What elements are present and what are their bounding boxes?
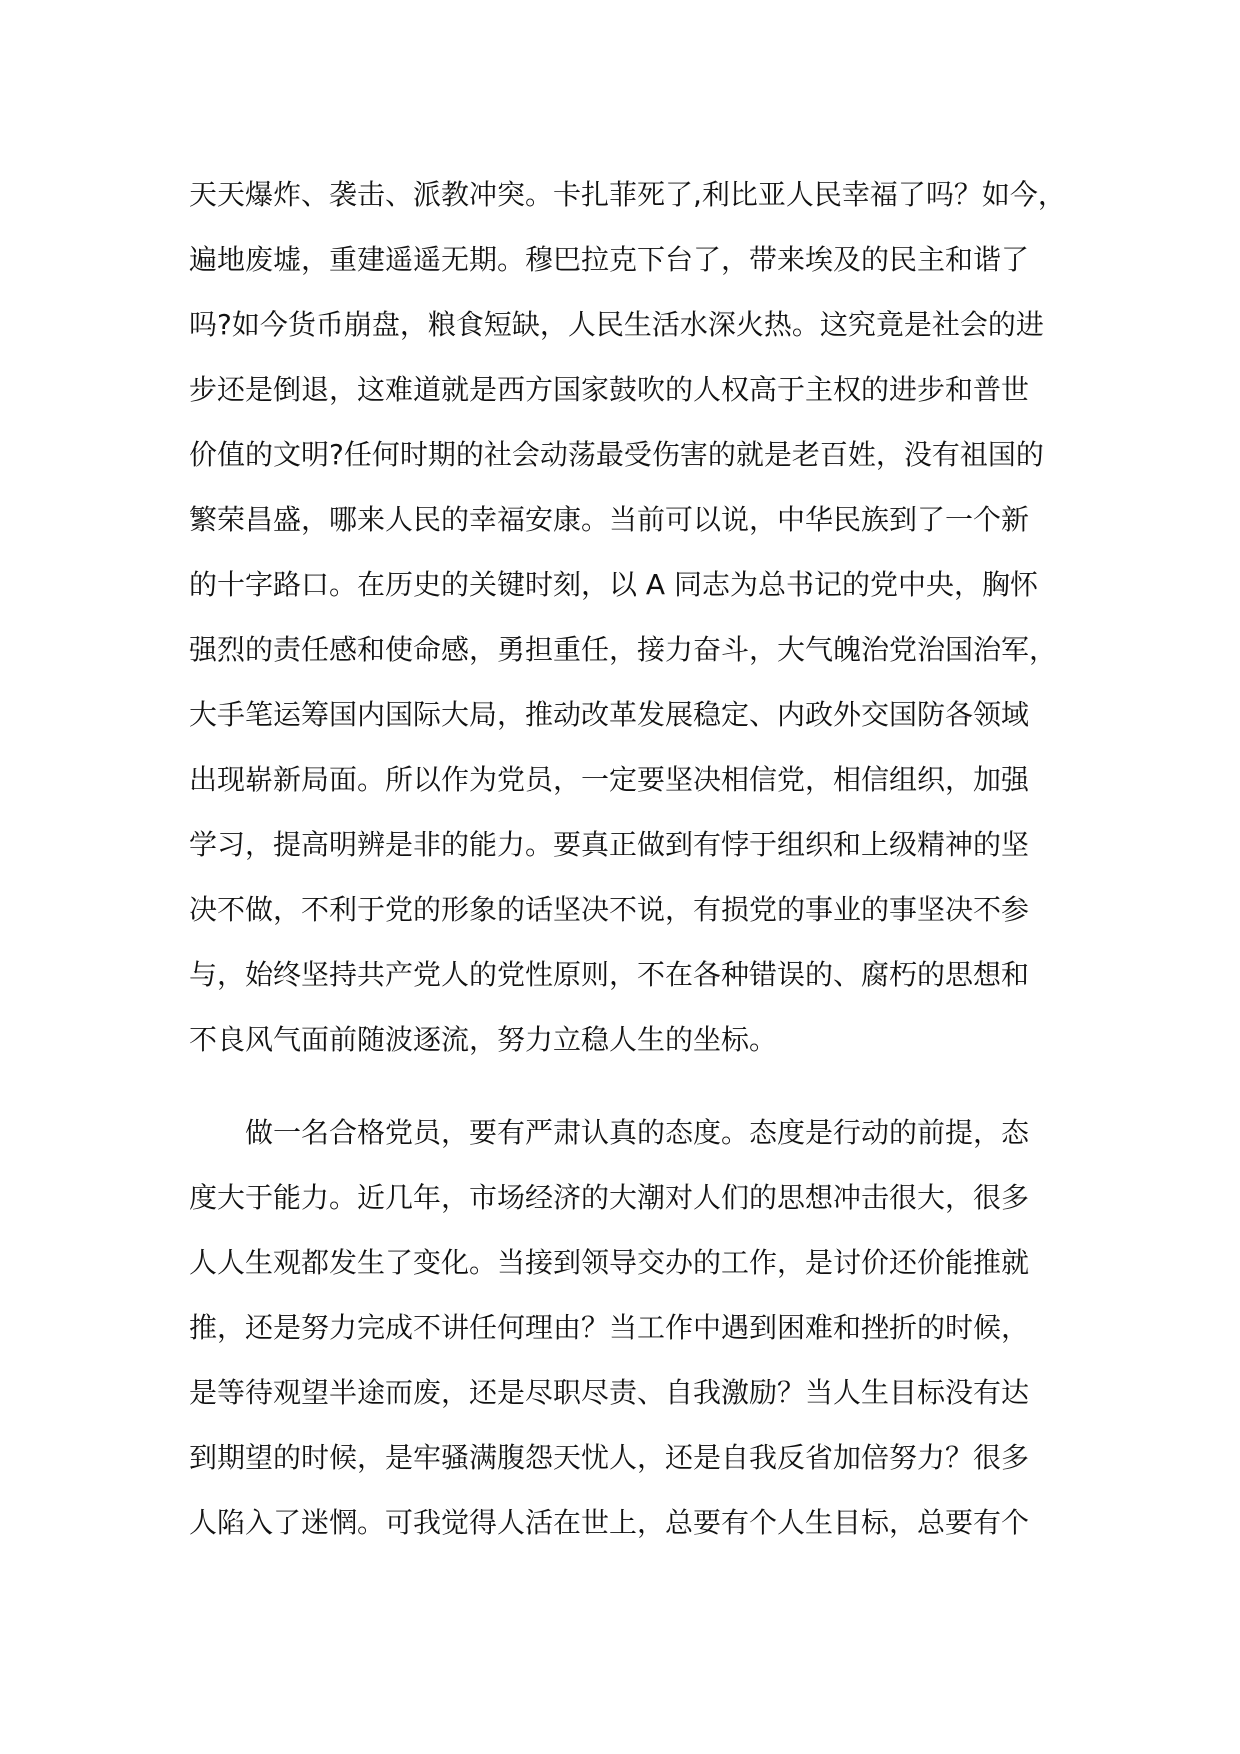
text-line: 决不做，不利于党的形象的话坚决不说，有损党的事业的事坚决不参 [189, 893, 1030, 926]
text-line: 的十字路口。在历史的关键时刻，以 A 同志为总书记的党中央，胸怀 [189, 568, 1038, 601]
text-line: 大手笔运筹国内国际大局，推动改革发展稳定、内政外交国防各领域 [189, 698, 1030, 731]
text-line: 遍地废墟，重建遥遥无期。穆巴拉克下台了，带来埃及的民主和谐了 [189, 243, 1030, 276]
text-line: 到期望的时候，是牢骚满腹怨天忧人，还是自我反省加倍努力？很多 [189, 1441, 1030, 1474]
text-line: 度大于能力。近几年，市场经济的大潮对人们的思想冲击很大，很多 [189, 1181, 1030, 1214]
text-line: 天天爆炸、袭击、派教冲突。卡扎菲死了,利比亚人民幸福了吗？如今， [189, 178, 1066, 211]
text-line: 步还是倒退，这难道就是西方国家鼓吹的人权高于主权的进步和普世 [189, 373, 1030, 406]
paragraph-1 [189, 172, 1069, 1082]
text-line: 价值的文明?任何时期的社会动荡最受伤害的就是老百姓，没有祖国的 [189, 438, 1044, 471]
text-line: 人陷入了迷惘。可我觉得人活在世上，总要有个人生目标，总要有个 [189, 1506, 1030, 1539]
text-line: 吗?如今货币崩盘，粮食短缺，人民生活水深火热。这究竟是社会的进 [189, 308, 1044, 341]
text-line: 人人生观都发生了变化。当接到领导交办的工作，是讨价还价能推就 [189, 1246, 1030, 1279]
text-line: 学习，提高明辨是非的能力。要真正做到有悖于组织和上级精神的坚 [189, 828, 1030, 861]
text-line: 出现崭新局面。所以作为党员，一定要坚决相信党，相信组织，加强 [189, 763, 1030, 796]
text-line: 不良风气面前随波逐流，努力立稳人生的坐标。 [189, 1023, 778, 1056]
text-line: 做一名合格党员，要有严肃认真的态度。态度是行动的前提，态 [245, 1116, 1030, 1149]
paragraph-2 [189, 1110, 1069, 1565]
text-line: 推，还是努力完成不讲任何理由？当工作中遇到困难和挫折的时候， [189, 1311, 1030, 1344]
text-line: 繁荣昌盛，哪来人民的幸福安康。当前可以说，中华民族到了一个新 [189, 503, 1030, 536]
text-line: 强烈的责任感和使命感，勇担重任，接力奋斗，大气魄治党治国治军， [189, 633, 1058, 666]
text-line: 是等待观望半途而废，还是尽职尽责、自我激励？当人生目标没有达 [189, 1376, 1030, 1409]
text-line: 与，始终坚持共产党人的党性原则，不在各种错误的、腐朽的思想和 [189, 958, 1030, 991]
